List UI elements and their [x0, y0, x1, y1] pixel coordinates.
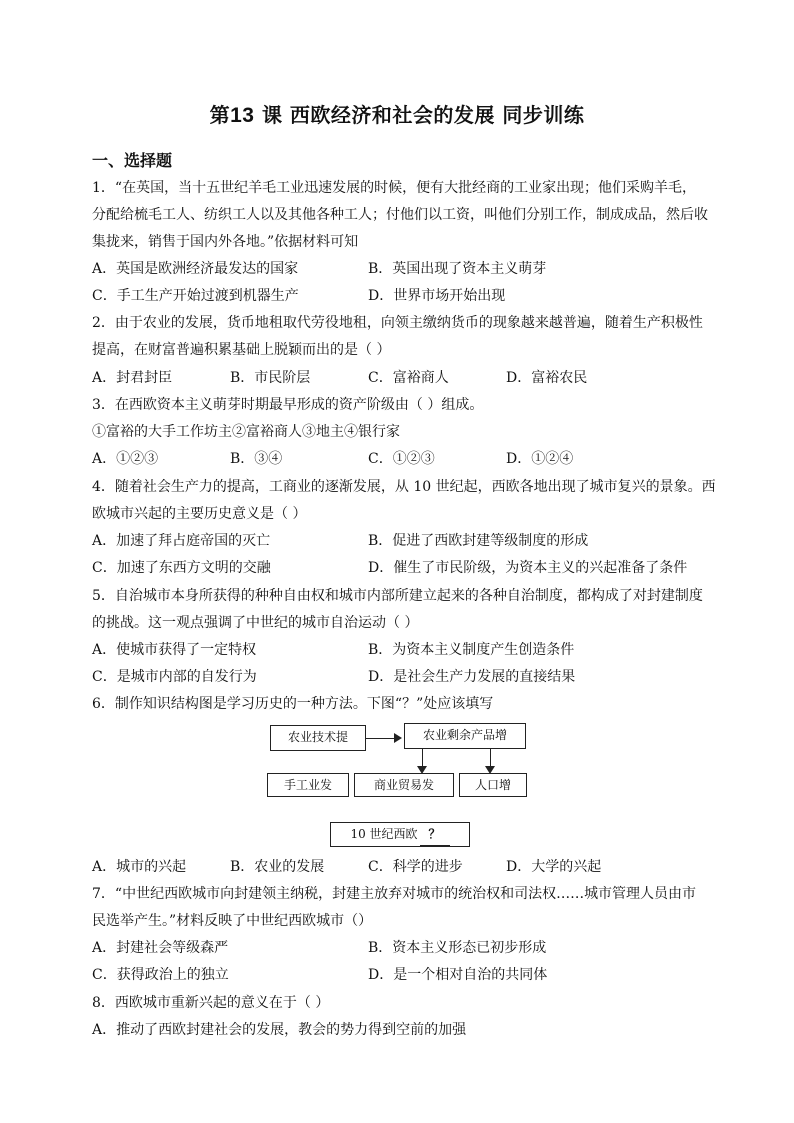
diagram-box-population: 人口增	[459, 773, 527, 797]
q1-option-d[interactable]: D．世界市场开始出现	[368, 288, 506, 304]
page-title: 第13 课 西欧经济和社会的发展 同步训练	[209, 103, 585, 127]
q2-option-d[interactable]: D．富裕农民	[506, 370, 588, 386]
q6-option-d[interactable]: D．大学的兴起	[506, 859, 602, 875]
q7-option-d[interactable]: D．是一个相对自治的共同体	[368, 967, 548, 983]
question-7-line-2: 民选举产生。”材料反映了中世纪西欧城市（）	[92, 913, 373, 929]
question-8-line-1: 8．西欧城市重新兴起的意义在于（ ）	[92, 995, 330, 1011]
q1-option-c[interactable]: C．手工生产开始过渡到机器生产	[92, 288, 299, 304]
q4-option-a[interactable]: A．加速了拜占庭帝国的灭亡	[92, 533, 271, 549]
q5-option-c[interactable]: C．是城市内部的自发行为	[92, 669, 257, 685]
q6-option-b[interactable]: B．农业的发展	[230, 859, 325, 875]
q1-option-a[interactable]: A．英国是欧洲经济最发达的国家	[92, 261, 299, 277]
q7-option-a[interactable]: A．封建社会等级森严	[92, 940, 229, 956]
q3-option-a[interactable]: A．①②③	[92, 451, 159, 467]
question-5-line-1: 5．自治城市本身所获得的种种自由权和城市内部所建立起来的各种自治制度，都构成了对封建制度	[92, 588, 703, 604]
question-5-line-2: 的挑战。这一观点强调了中世纪的城市自治运动（ ）	[92, 615, 419, 631]
q3-option-d[interactable]: D．①②④	[506, 451, 574, 467]
diagram-box-handicraft: 手工业发	[267, 773, 349, 797]
question-7-line-1: 7．“中世纪西欧城市向封建领主纳税，封建主放弃对城市的统治权和司法权……城市管理人员由市	[92, 886, 697, 902]
diagram-blank: ？	[420, 823, 450, 846]
question-3-line-1: 3．在西欧资本主义萌芽时期最早形成的资产阶级由（ ）组成。	[92, 397, 484, 413]
arrow-head	[394, 733, 402, 743]
q2-option-a[interactable]: A．封君封臣	[92, 370, 173, 386]
question-4-line-1: 4．随着社会生产力的提高，工商业的逐渐发展，从 10 世纪起，西欧各地出现了城市复兴的景象。西	[92, 479, 716, 495]
q1-option-b[interactable]: B．英国出现了资本主义萌芽	[368, 261, 547, 277]
q8-option-a[interactable]: A．推动了西欧封建社会的发展，教会的势力得到空前的加强	[92, 1022, 467, 1038]
q6-option-c[interactable]: C．科学的进步	[368, 859, 463, 875]
arrow-right	[366, 738, 396, 739]
q2-option-b[interactable]: B．市民阶层	[230, 370, 311, 386]
question-6-line-1: 6．制作知识结构图是学习历史的一种方法。下图“？”处应该填写	[92, 696, 494, 712]
question-1-line-3: 集拢来，销售于国内外各地。”依据材料可知	[92, 234, 359, 250]
q5-option-d[interactable]: D．是社会生产力发展的直接结果	[368, 669, 576, 685]
question-2-line-1: 2．由于农业的发展，货币地租取代劳役地租，向领主缴纳货币的现象越来越普遍，随着生产积极性	[92, 315, 703, 331]
arrow-down	[490, 749, 491, 767]
q4-option-d[interactable]: D．催生了市民阶级，为资本主义的兴起准备了条件	[368, 560, 688, 576]
q7-option-c[interactable]: C．获得政治上的独立	[92, 967, 229, 983]
diagram-box-result: 10 世纪西欧 ？	[330, 822, 470, 847]
question-3-line-2: ①富裕的大手工作坊主②富裕商人③地主④银行家	[92, 424, 400, 440]
q4-option-b[interactable]: B．促进了西欧封建等级制度的形成	[368, 533, 589, 549]
q6-option-a[interactable]: A．城市的兴起	[92, 859, 187, 875]
arrow-down	[422, 749, 423, 767]
question-4-line-2: 欧城市兴起的主要历史意义是（ ）	[92, 506, 307, 522]
q3-option-c[interactable]: C．①②③	[368, 451, 435, 467]
q4-option-c[interactable]: C．加速了东西方文明的交融	[92, 560, 271, 576]
question-1-line-2: 分配给梳毛工人、纺织工人以及其他各种工人；付他们以工资，叫他们分别工作，制成成品，然后收	[92, 207, 708, 223]
q7-option-b[interactable]: B．资本主义形态已初步形成	[368, 940, 547, 956]
q2-option-c[interactable]: C．富裕商人	[368, 370, 449, 386]
knowledge-structure-diagram	[264, 722, 534, 850]
q3-option-b[interactable]: B．③④	[230, 451, 283, 467]
diagram-box-agri-tech: 农业技术提	[270, 725, 366, 751]
q5-option-b[interactable]: B．为资本主义制度产生创造条件	[368, 642, 575, 658]
question-2-line-2: 提高，在财富普遍积累基础上脱颖而出的是（ ）	[92, 342, 391, 358]
section-heading: 一、选择题	[92, 151, 173, 170]
diagram-box-surplus: 农业剩余产品增	[404, 723, 526, 749]
question-1-line-1: 1．“在英国，当十五世纪羊毛工业迅速发展的时候，便有大批经商的工业家出现；他们采购羊毛，	[92, 180, 697, 196]
q5-option-a[interactable]: A．使城市获得了一定特权	[92, 642, 257, 658]
diagram-box-trade: 商业贸易发	[354, 773, 454, 797]
